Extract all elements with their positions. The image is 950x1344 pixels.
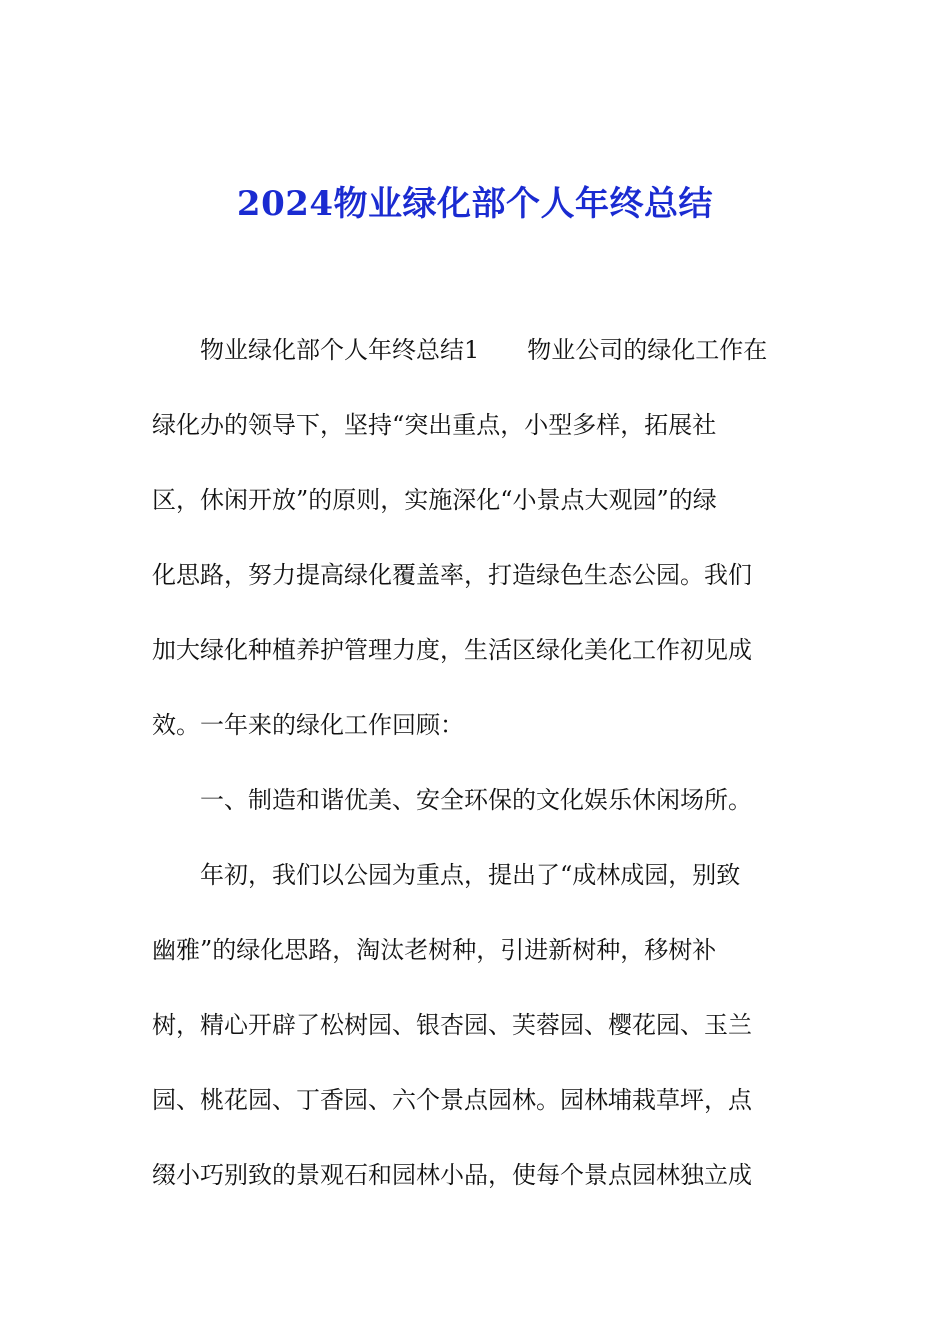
paragraph-line: 加大绿化种植养护管理力度，生活区绿化美化工作初见成 bbox=[152, 636, 752, 664]
paragraph-line: 物业绿化部个人年终总结1 物业公司的绿化工作在 bbox=[152, 336, 768, 364]
paragraph-line: 年初，我们以公园为重点，提出了“成林成园，别致 bbox=[152, 861, 741, 889]
paragraph-line: 树，精心开辟了松树园、银杏园、芙蓉园、樱花园、玉兰 bbox=[152, 1011, 752, 1039]
paragraph-line: 一、制造和谐优美、安全环保的文化娱乐休闲场所。 bbox=[152, 786, 752, 814]
paragraph-line: 绿化办的领导下，坚持“突出重点，小型多样，拓展社 bbox=[152, 411, 717, 439]
paragraph-line: 缀小巧别致的景观石和园林小品，使每个景点园林独立成 bbox=[152, 1161, 752, 1189]
document-title: 2024物业绿化部个人年终总结 bbox=[236, 184, 714, 224]
paragraph-line: 效。一年来的绿化工作回顾： bbox=[152, 711, 464, 739]
paragraph-line: 化思路，努力提高绿化覆盖率，打造绿色生态公园。我们 bbox=[152, 561, 752, 589]
paragraph-line: 幽雅”的绿化思路，淘汰老树种，引进新树种，移树补 bbox=[152, 936, 717, 964]
paragraph-line: 园、桃花园、丁香园、六个景点园林。园林埔栽草坪，点 bbox=[152, 1086, 752, 1114]
paragraph-line: 区，休闲开放”的原则，实施深化“小景点大观园”的绿 bbox=[152, 486, 717, 514]
